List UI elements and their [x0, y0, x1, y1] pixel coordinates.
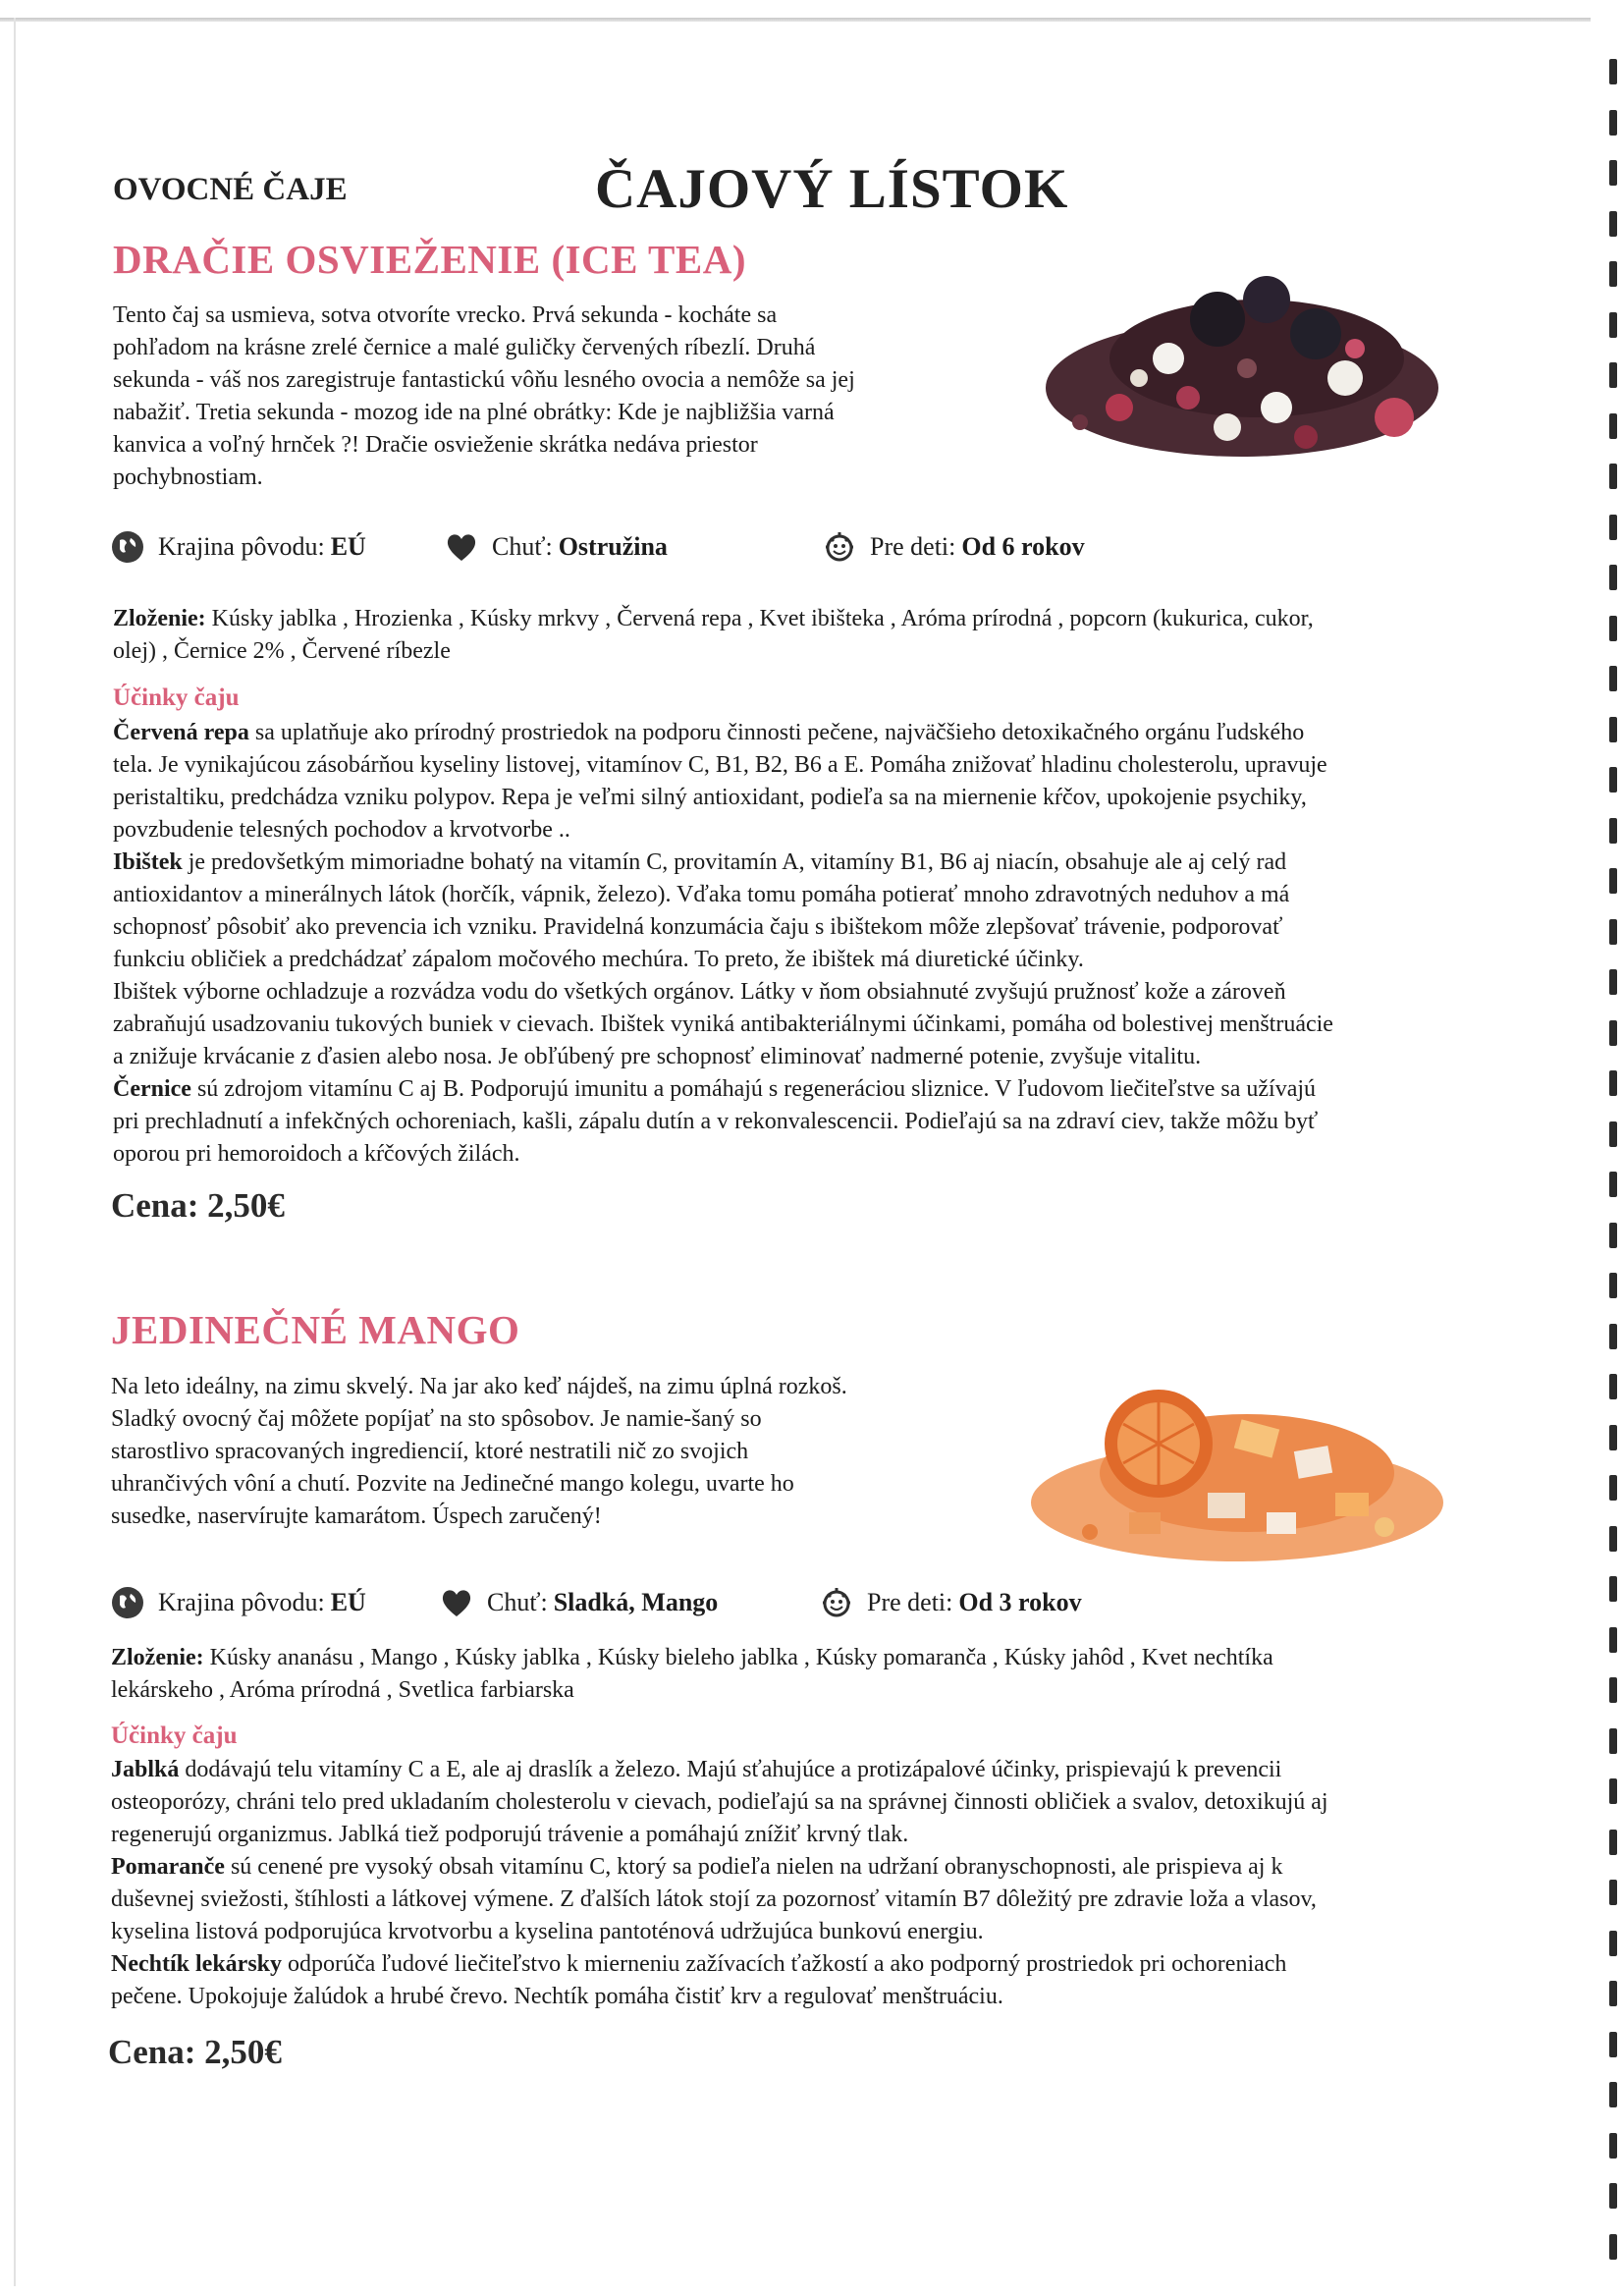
binding-ring	[1609, 1981, 1617, 2006]
description-line: Na leto ideálny, na zimu skvelý. Na jar ako keď nájdeš, na zimu úplná rozkoš.	[111, 1374, 847, 1399]
ingredient-name: Červená repa	[113, 720, 249, 745]
effects-text	[113, 717, 1527, 1171]
effects-line	[113, 944, 1527, 976]
composition-text: Kúsky jablka , Hrozienka , Kúsky mrkvy , Červená repa , Kvet ibišteka , Aróma prírodná , popcorn (kukurica, cukor,	[205, 606, 1314, 631]
effects-line-text: dodávajú telu vitamíny C a E, ale aj draslík a železo. Majú sťahujúce a protizápalové účinky, prispievajú k prevencii	[179, 1757, 1282, 1782]
composition-label: Zloženie:	[113, 606, 206, 631]
binding-ring	[1609, 1020, 1617, 1046]
origin-info	[111, 1583, 366, 1622]
composition-text: lekárskeho , Aróma prírodná , Svetlica farbiarska	[111, 1677, 574, 1703]
description-line: susedke, naservírujte kamarátom. Úspech zaručený!	[111, 1503, 602, 1529]
effects-line-text: povzbudenie telesných pochodov a krvotvorbe ..	[113, 817, 570, 843]
binding-ring	[1609, 59, 1617, 84]
ingredient-name: Nechtík lekársky	[111, 1951, 282, 1977]
tea-image-mango	[1011, 1355, 1453, 1576]
composition	[111, 1642, 1515, 1707]
effects-line	[113, 717, 1527, 749]
ingredient-name: Jablká	[111, 1757, 180, 1782]
binding-ring	[1609, 464, 1617, 489]
page-left-edge	[14, 18, 16, 2286]
effects-line	[113, 1041, 1527, 1073]
smiley-icon	[823, 530, 856, 564]
spiral-binding	[1601, 59, 1623, 2288]
description-line: sekunda - váš nos zaregistruje fantastickú vôňu lesného ovocia a nemôže sa jej	[113, 367, 855, 393]
binding-ring	[1609, 1324, 1617, 1349]
binding-ring	[1609, 2032, 1617, 2057]
category-heading: OVOCNÉ ČAJE	[113, 172, 348, 207]
effects-line	[113, 749, 1527, 782]
taste-info	[445, 527, 668, 567]
effects-line	[111, 1851, 1525, 1884]
binding-ring	[1609, 717, 1617, 742]
effects-line-text: funkciu obličiek a predchádzať zápalom močového mechúra. To preto, že ibištek má diuretické účinky.	[113, 947, 1084, 972]
composition-text: Kúsky ananásu , Mango , Kúsky jablka , Kúsky bieleho jablka , Kúsky pomaranča , Kúsky jahôd , Kvet nechtíka	[203, 1645, 1273, 1670]
effects-line	[113, 879, 1527, 911]
tea-image-berries	[1021, 250, 1453, 486]
globe-icon	[111, 530, 144, 564]
effects-line	[113, 782, 1527, 814]
effects-line-text: pri prechladnutí a infekčných ochoreniach, kašli, zápalu dutín a v rekonvalescencii. Podieľajú sa na zdraví ciev, takže môžu byť	[113, 1109, 1319, 1134]
effects-heading: Účinky čaju	[111, 1722, 238, 1749]
binding-ring	[1609, 1121, 1617, 1147]
description-line: nabažiť. Tretia sekunda - mozog ide na plné obrátky: Kde je najbližšia varná	[113, 400, 835, 425]
effects-line	[113, 847, 1527, 879]
binding-ring	[1609, 1172, 1617, 1197]
binding-ring	[1609, 1627, 1617, 1653]
kids-value: Od 3 rokov	[958, 1588, 1082, 1616]
effects-line	[111, 1819, 1525, 1851]
binding-ring	[1609, 616, 1617, 641]
binding-ring	[1609, 413, 1617, 439]
tea-description	[111, 1371, 1014, 1533]
effects-line-text: peristaltiku, predchádza vzniku polypov. Repa je veľmi silný antioxidant, podieľa sa na miernenie kŕčov, upokojenie psychiky,	[113, 785, 1307, 810]
effects-line-text: Ibištek výborne ochladzuje a rozvádza vodu do všetkých orgánov. Látky v ňom obsiahnuté zvyšujú pružnosť kože a zároveň	[113, 979, 1286, 1005]
taste-label: Chuť:	[487, 1588, 548, 1616]
composition-label: Zloženie:	[111, 1645, 204, 1670]
effects-line-text: odporúča ľudové liečiteľstvo k mierneniu zažívacích ťažkostí a ako podporný prostriedok pri ochoreniach	[282, 1951, 1287, 1977]
binding-ring	[1609, 110, 1617, 136]
effects-line-text: tela. Je vynikajúcou zásobárňou kyseliny listovej, vitamínov C, B1, B2, B6 a E. Pomáha znižovať hladinu cholesterolu, upravuje	[113, 752, 1327, 778]
binding-ring	[1609, 969, 1617, 995]
binding-ring	[1609, 211, 1617, 237]
binding-ring	[1609, 818, 1617, 844]
binding-ring	[1609, 1425, 1617, 1450]
binding-ring	[1609, 1273, 1617, 1298]
effects-line	[111, 1948, 1525, 1981]
composition-text: olej) , Černice 2% , Červené ríbezle	[113, 638, 451, 664]
binding-ring	[1609, 1223, 1617, 1248]
menu-title: ČAJOVÝ LÍSTOK	[595, 158, 1069, 220]
description-line: Tento čaj sa usmieva, sotva otvoríte vrecko. Prvá sekunda - kocháte sa	[113, 302, 778, 328]
effects-line	[113, 1073, 1527, 1106]
page-top-edge	[0, 18, 1591, 22]
binding-ring	[1609, 919, 1617, 945]
origin-value: EÚ	[330, 532, 366, 561]
origin-label: Krajina pôvodu:	[158, 532, 325, 561]
binding-ring	[1609, 1830, 1617, 1855]
effects-line-text: zabraňujú usadzovaniu tukových buniek v cievach. Ibištek vyniká antibakteriálnymi účinkami, pomáha od bolestivej menštruácie	[113, 1011, 1333, 1037]
effects-line	[111, 1884, 1525, 1916]
smiley-icon	[820, 1586, 853, 1619]
kids-value: Od 6 rokov	[961, 532, 1085, 561]
effects-line-text: oporou pri hemoroidoch a kŕčových žilách.	[113, 1141, 520, 1167]
description-line: uhrančivých vôní a chutí. Pozvite na Jedinečné mango kolegu, uvarte ho	[111, 1471, 794, 1497]
binding-ring	[1609, 1778, 1617, 1804]
binding-ring	[1609, 261, 1617, 287]
binding-ring	[1609, 1931, 1617, 1956]
binding-ring	[1609, 2133, 1617, 2159]
binding-ring	[1609, 1677, 1617, 1703]
heart-icon	[440, 1586, 473, 1619]
effects-line-text: schopnosť pôsobiť ako prevencia ich vzniku. Pravidelná konzumácia čaju s ibištekom môže zlepšovať trávenie, podporovať	[113, 914, 1283, 940]
heart-icon	[445, 530, 478, 564]
binding-ring	[1609, 767, 1617, 793]
origin-value: EÚ	[330, 1588, 366, 1616]
kids-info	[820, 1583, 1082, 1622]
effects-line	[113, 911, 1527, 944]
binding-ring	[1609, 515, 1617, 540]
binding-ring	[1609, 2183, 1617, 2209]
binding-ring	[1609, 1070, 1617, 1096]
price: Cena: 2,50€	[111, 1186, 285, 1225]
kids-label: Pre deti:	[867, 1588, 953, 1616]
binding-ring	[1609, 868, 1617, 894]
price: Cena: 2,50€	[108, 2033, 282, 2071]
binding-ring	[1609, 1475, 1617, 1501]
tea-title: DRAČIE OSVIEŽENIE (ICE TEA)	[113, 237, 746, 282]
taste-value: Ostružina	[558, 532, 668, 561]
description-line: pohľadom na krásne zrelé černice a malé guličky červených ríbezlí. Druhá	[113, 335, 816, 360]
binding-ring	[1609, 312, 1617, 338]
effects-line	[113, 1138, 1527, 1171]
binding-ring	[1609, 1880, 1617, 1905]
effects-line-text: sú cenené pre vysoký obsah vitamínu C, ktorý sa podieľa nielen na udržaní obranyschopnosti, ale prispieva aj k	[224, 1854, 1283, 1880]
effects-text	[111, 1754, 1525, 2013]
effects-line-text: sa uplatňuje ako prírodný prostriedok na podporu činnosti pečene, najväčšieho detoxikačného orgánu ľudského	[248, 720, 1305, 745]
effects-line	[111, 1981, 1525, 2013]
binding-ring	[1609, 362, 1617, 388]
description-line: starostlivo spracovaných ingrediencií, ktoré nestratili nič zo svojich	[111, 1439, 749, 1464]
effects-line	[113, 814, 1527, 847]
origin-label: Krajina pôvodu:	[158, 1588, 325, 1616]
description-line: Sladký ovocný čaj môžete popíjať na sto spôsobov. Je namie-šaný so	[111, 1406, 762, 1432]
effects-line-text: je predovšetkým mimoriadne bohatý na vitamín C, provitamín A, vitamíny B1, B6 aj niacín, obsahuje ale aj celý rad	[182, 849, 1287, 875]
ingredient-name: Černice	[113, 1076, 191, 1102]
description-line: kanvica a voľný hrnček ?! Dračie osvieženie skrátka nedáva priestor	[113, 432, 758, 458]
binding-ring	[1609, 2234, 1617, 2260]
effects-line-text: duševnej sviežosti, štíhlosti a látkovej výmene. Z ďalších látok stojí za pozornosť vitamín B7 dôležitý pre zdravie loža a vlasov,	[111, 1886, 1317, 1912]
origin-info	[111, 527, 366, 567]
binding-ring	[1609, 565, 1617, 590]
effects-line-text: kyselina listová podporujúca krvotvorbu a kyselina pantoténová udržujúca bunkovú energiu.	[111, 1919, 984, 1944]
ingredient-name: Pomaranče	[111, 1854, 225, 1880]
binding-ring	[1609, 160, 1617, 186]
effects-line-text: regenerujú organizmus. Jablká tiež podporujú trávenie a pomáhajú znížiť krvný tlak.	[111, 1822, 909, 1847]
composition	[113, 603, 1517, 668]
taste-label: Chuť:	[492, 532, 553, 561]
kids-info	[823, 527, 1085, 567]
effects-heading: Účinky čaju	[113, 684, 240, 711]
taste-info	[440, 1583, 718, 1622]
effects-line-text: sú zdrojom vitamínu C aj B. Podporujú imunitu a pomáhajú s regeneráciou sliznice. V ľudovom liečiteľstve sa užívajú	[190, 1076, 1317, 1102]
effects-line	[111, 1754, 1525, 1786]
tea-info-row	[111, 527, 1191, 567]
tea-description	[113, 300, 997, 494]
description-line: pochybnostiam.	[113, 465, 263, 490]
globe-icon	[111, 1586, 144, 1619]
effects-line-text: osteoporózy, chráni telo pred ukladaním cholesterolu v cievach, podieľajú sa na správnej činnosti obličiek a svalov, detoxikujú aj	[111, 1789, 1328, 1815]
effects-line-text: antioxidantov a minerálnych látok (horčík, vápnik, železo). Vďaka tomu pomáha potierať mnoho zdravotných neduhov a má	[113, 882, 1290, 907]
tea-info-row	[111, 1583, 1191, 1622]
effects-line	[111, 1786, 1525, 1819]
effects-line	[111, 1916, 1525, 1948]
effects-line	[113, 1009, 1527, 1041]
tea-title: JEDINEČNÉ MANGO	[111, 1307, 520, 1352]
effects-line-text: pečene. Upokojuje žalúdok a hrubé črevo. Nechtík pomáha čistiť krv a regulovať menštruáciu.	[111, 1984, 1003, 2009]
effects-line-text: a znižuje krvácanie z ďasien alebo nosa. Je obľúbený pre schopnosť eliminovať nadmerné potenie, zvyšuje vitalitu.	[113, 1044, 1202, 1069]
binding-ring	[1609, 1728, 1617, 1754]
binding-ring	[1609, 2082, 1617, 2107]
binding-ring	[1609, 1374, 1617, 1399]
kids-label: Pre deti:	[870, 532, 956, 561]
effects-line	[113, 1106, 1527, 1138]
binding-ring	[1609, 1576, 1617, 1602]
effects-line	[113, 976, 1527, 1009]
taste-value: Sladká, Mango	[553, 1588, 719, 1616]
ingredient-name: Ibištek	[113, 849, 183, 875]
binding-ring	[1609, 1526, 1617, 1552]
binding-ring	[1609, 666, 1617, 691]
